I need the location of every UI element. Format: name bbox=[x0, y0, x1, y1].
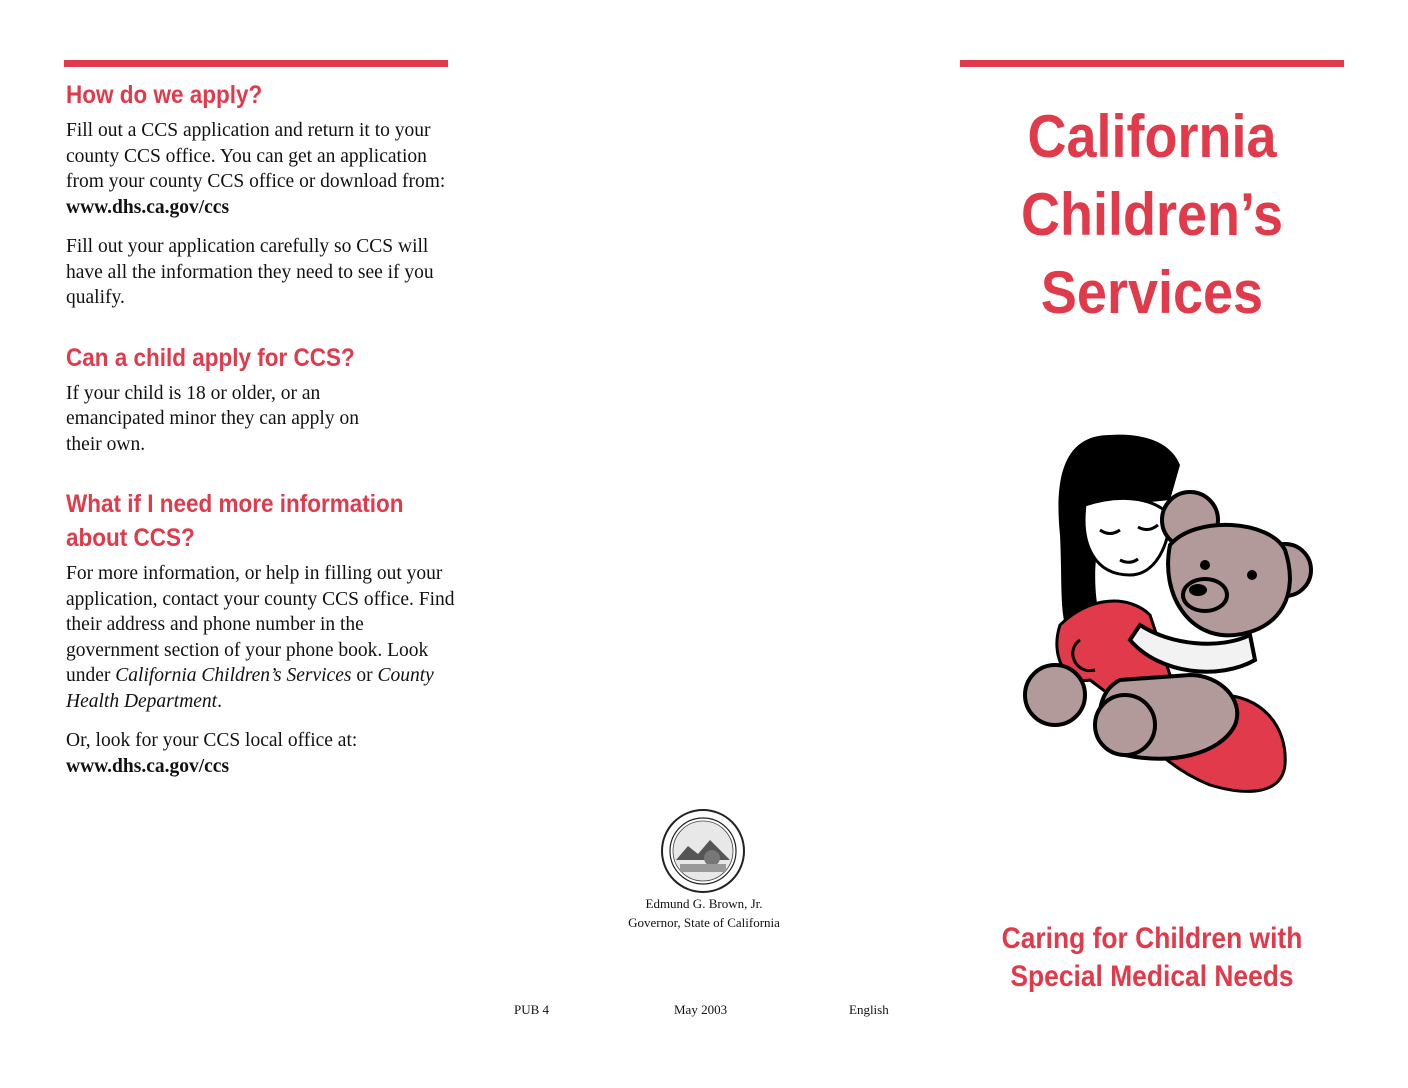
top-rule-left bbox=[64, 60, 448, 67]
heading-child-apply: Can a child apply for CCS? bbox=[66, 343, 355, 372]
section-child-apply bbox=[66, 341, 456, 458]
paragraph-more-info-1: For more information, or help in filling out your application, contact your county CCS office. Find their address and phone number in the government section of your phone book. Look under California Children’s Services or County Health Department. bbox=[66, 563, 455, 712]
heading-how-apply: How do we apply? bbox=[66, 81, 263, 109]
paragraph-apply-2: Fill out your application carefully so CCS will have all the information they need to see if you qualify. bbox=[66, 236, 434, 308]
section-how-apply bbox=[66, 78, 456, 311]
top-rule-right bbox=[960, 60, 1344, 67]
governor-name: Edmund G. Brown, Jr. bbox=[645, 896, 763, 911]
governor-credit bbox=[600, 894, 808, 932]
footer-pub: PUB 4 bbox=[514, 1002, 550, 1017]
paragraph-child-apply: If your child is 18 or older, or an emancipated minor they can apply on their own. bbox=[66, 382, 359, 455]
state-seal-icon bbox=[660, 808, 746, 894]
website-link[interactable]: www.dhs.ca.gov/ccs bbox=[66, 196, 230, 218]
section-more-info bbox=[66, 487, 456, 779]
cover-subtitle: Caring for Children with Special Medical Needs bbox=[1001, 922, 1303, 993]
paragraph-more-info-2: Or, look for your CCS local office at: www.dhs.ca.gov/ccs bbox=[66, 730, 358, 777]
heading-more-info: What if I need more information about CCS? bbox=[66, 490, 404, 552]
cover-title: California Children’s Services bbox=[1020, 103, 1284, 326]
left-panel bbox=[66, 78, 456, 809]
girl-with-teddy-bear-illustration bbox=[1020, 425, 1320, 805]
governor-title: Governor, State of California bbox=[628, 915, 780, 930]
footer-date: May 2003 bbox=[674, 1002, 728, 1017]
footer-language: English bbox=[849, 1002, 889, 1017]
website-link-2[interactable]: www.dhs.ca.gov/ccs bbox=[66, 755, 230, 777]
paragraph-apply-1: Fill out a CCS application and return it to your county CCS office. You can get an application from your county CCS office or download from: www.dhs.ca.gov/ccs bbox=[66, 120, 446, 218]
